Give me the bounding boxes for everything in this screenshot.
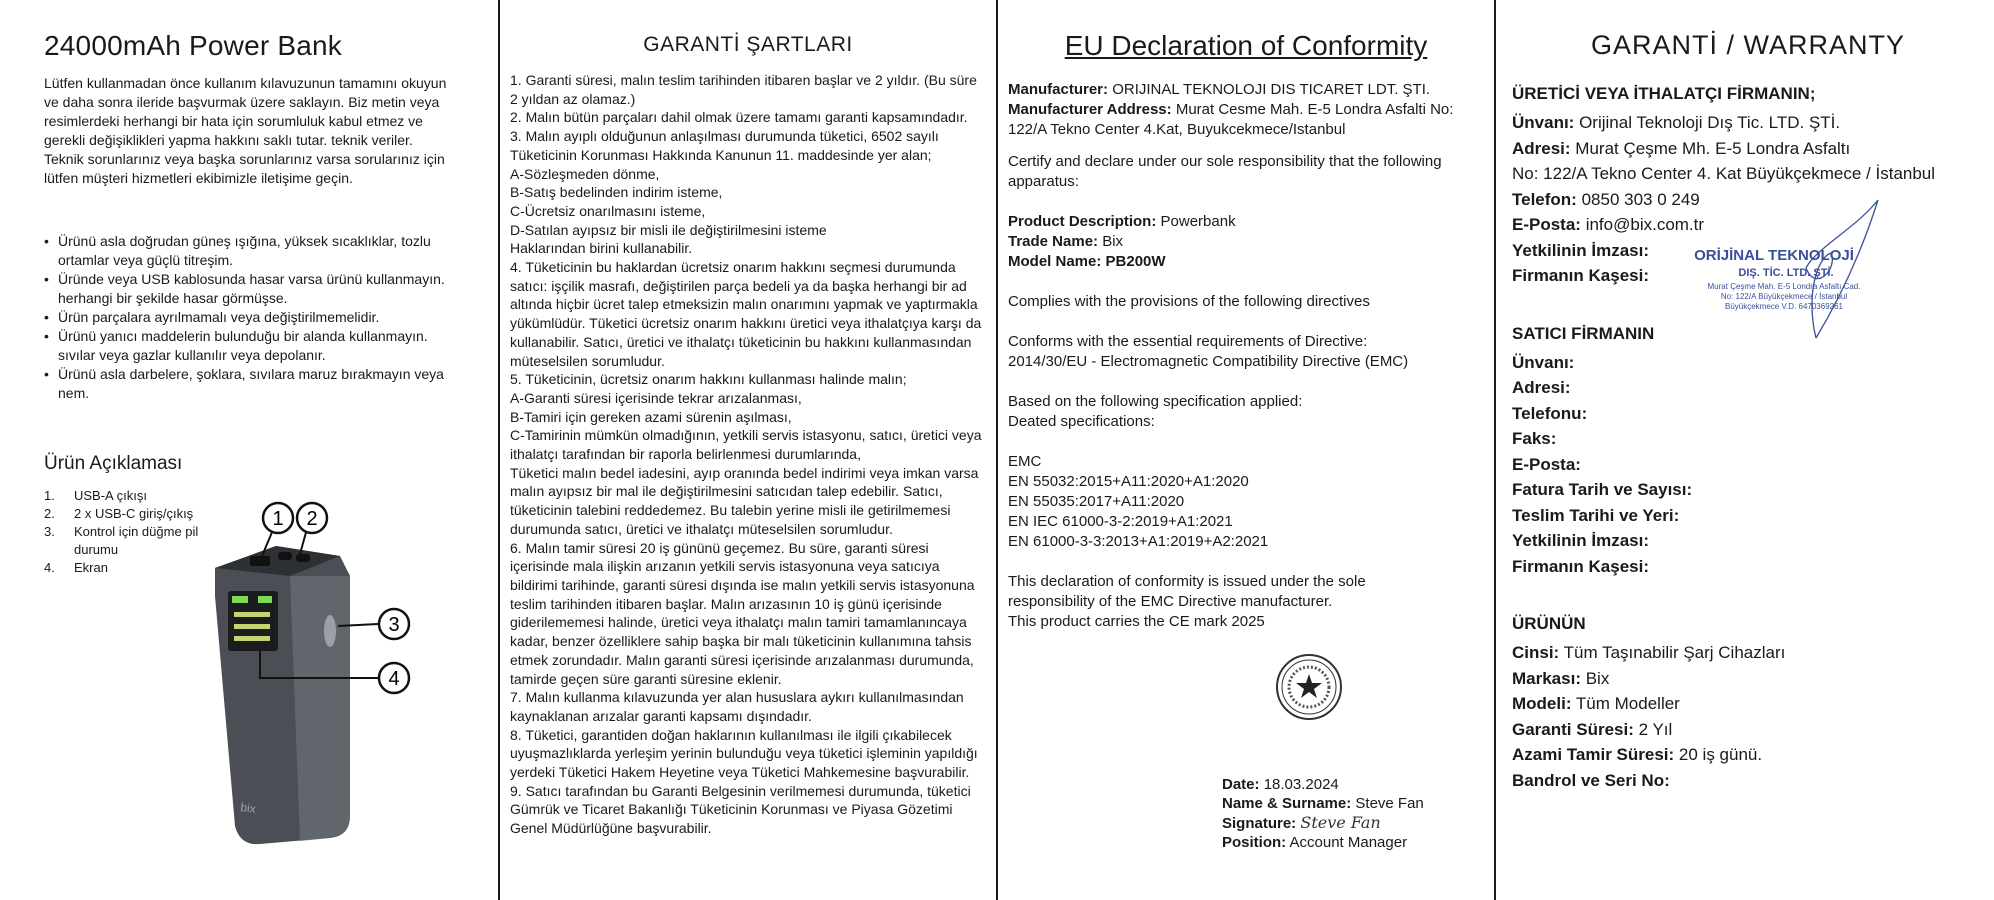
product-details [1512,640,1984,793]
device-logo: bix [239,800,257,817]
signature-block [1222,775,1424,852]
product-row-value: Bix [1580,668,1610,688]
product-description-value: Powerbank [1160,213,1236,230]
product-row-label: Garanti Süresi: [1512,719,1634,739]
warranty-card-title: GARANTİ / WARRANTY [1590,30,1905,60]
product-row-value: Tüm Taşınabilir Şarj Cihazları [1559,643,1786,662]
conforms-line-1: Conforms with the essential requirements of Directive: [1008,333,1368,350]
spec-item: EN IEC 61000-3-2:2019+A1:2021 [1008,513,1233,530]
signature-label: Signature: [1222,815,1297,832]
issued-line-3: This product carries the CE mark 2025 [1008,613,1265,630]
issued-line-2: responsibility of the EMC Directive manufacturer. [1008,593,1333,610]
stamp-tax-info: Büyükçekmece V.D. 6470369261 [1724,302,1844,311]
product-row-label: Azami Tamir Süresi: [1512,745,1675,764]
date-line [1222,775,1424,794]
feature-item [44,505,214,523]
stamp-company-sub: DIŞ. TİC. LTD. ŞTİ. [1738,267,1834,279]
stamp-company-name: ORİJİNAL TEKNOLOJİ [1694,247,1854,264]
handwritten-signature: Steve Fan [1300,813,1381,832]
product-row [1512,640,1984,666]
seller-row [1512,554,1984,580]
seller-row-label: Faks: [1512,429,1557,448]
seller-row-label: Telefonu: [1512,403,1588,423]
importer-row [1512,110,1984,136]
position-value: Account Manager [1289,834,1408,851]
product-row [1512,768,1984,794]
seller-row [1512,452,1984,478]
stamp-address: Murat Çeşme Mah. E-5 Londra Asfaltı Cad. [1707,282,1861,291]
product-row-value: Tüm Modeller [1571,694,1680,713]
feature-number: 3. [44,524,55,539]
warranty-terms-title: GARANTİ ŞARTLARI [643,33,853,56]
based-line-1: Based on the following specification applied: [1008,393,1303,410]
date-label: Date: [1222,776,1260,793]
importer-row-label: E-Posta: [1512,215,1581,234]
manufacturer-line [1008,80,1484,100]
product-row-label: Cinsi: [1512,643,1560,662]
importer-row-label: Firmanın Kaşesi: [1512,266,1649,285]
feature-text: Kontrol için düğme pil durumu [74,524,199,557]
feature-text: USB-A çıkışı [74,488,147,503]
issued-line-1: This declaration of conformity is issued under the sole [1008,573,1366,590]
intro-paragraph: Lütfen kullanmadan önce kullanım kılavuzunun tamamını okuyun ve daha sonra ileride başvurmak üzere saklayın. Biz metin veya resimlerdeki herhangi bir hata için sorumluluk kabul etmez ve gerekli değişiklikleri yapma hakkını saklı tutar. teknik veriler. Teknik sorunlarınız veya başka sorunlarınız varsa sorularınız için lütfen müşteri hizmetleri ekibimizle iletişime geçin. [44,75,447,186]
complies-text: Complies with the provisions of the following directives [1008,293,1370,310]
feature-item [44,523,214,559]
feature-number: 2. [44,506,55,521]
seller-details [1512,350,1984,580]
callout-number: 1 [272,508,284,530]
address-label: Manufacturer Address: [1008,101,1172,118]
eu-declaration-column [998,0,1494,900]
manual-column [0,0,498,900]
product-row-label: Markası: [1512,668,1581,688]
certify-text: Certify and declare under our sole responsibility that the following apparatus: [1008,153,1442,190]
seller-row [1512,401,1984,427]
product-description-label: Product Description: [1008,213,1157,230]
seller-row [1512,350,1984,376]
seller-row [1512,477,1984,503]
based-line-2: Deated specifications: [1008,413,1155,430]
stamp-address: No: 122/A Büyükçekmece / İstanbul [1720,292,1848,301]
trade-name-value: Bix [1102,233,1124,250]
product-row-label: Modeli: [1512,694,1572,713]
product-row-label: Bandrol ve Seri No: [1512,770,1670,790]
name-value: Steve Fan [1355,795,1424,812]
warranty-card-column [1496,0,1994,900]
feature-number: 4. [44,560,55,575]
callout-number: 4 [388,668,400,690]
spec-item: EN 61000-3-3:2013+A1:2019+A2:2021 [1008,533,1269,550]
feature-list [44,487,214,577]
seller-row [1512,426,1984,452]
product-row [1512,717,1984,743]
trade-name-line [1008,232,1484,252]
product-description-line [1008,212,1484,232]
importer-row-value: No: 122/A Tekno Center 4. Kat Büyükçekmece / İstanbul [1512,164,1936,183]
product-row [1512,691,1984,717]
product-row-value: 20 iş günü. [1674,745,1763,764]
conforms-line-2: 2014/30/EU - Electromagnetic Compatibility Directive (EMC) [1008,353,1409,370]
warning-item: • Ürünü yanıcı maddelerin bulunduğu bir alanda kullanmayın. sıvılar veya gazlar kullanılır veya depolanır. [44,327,456,365]
eu-declaration-title: EU Declaration of Conformity [1064,30,1428,61]
product-title: 24000mAh Power Bank [44,30,342,61]
spec-item: EN 55035:2017+A11:2020 [1008,493,1185,510]
feature-text: Ekran [74,560,108,575]
warranty-terms-column [500,0,996,900]
display-segment [234,612,270,617]
seller-row-label: Yetkilinin İmzası: [1512,531,1649,550]
seller-row [1512,503,1984,529]
seller-row [1512,528,1984,554]
seller-row-label: Firmanın Kaşesi: [1512,556,1649,576]
model-name-label: Model Name: PB200W [1008,253,1166,270]
seller-row-label: Fatura Tarih ve Sayısı: [1512,480,1693,499]
product-description-title: Ürün Açıklaması [44,453,183,474]
trade-name-label: Trade Name: [1008,233,1099,250]
feature-text: 2 x USB-C giriş/çıkış [74,506,194,521]
signature-line [1222,813,1424,833]
manufacturer-value: ORIJINAL TEKNOLOJI DIS TICARET LDT. ŞTI. [1112,81,1431,98]
importer-row [1512,136,1984,162]
seller-heading: SATICI FİRMANIN [1512,323,1655,343]
importer-row-label: Adresi: [1512,138,1571,158]
position-label: Position: [1222,834,1287,851]
importer-row-label: Ünvanı: [1512,113,1575,132]
feature-number: 1. [44,488,55,503]
date-value: 18.03.2024 [1263,776,1339,793]
product-row [1512,666,1984,692]
warning-list [44,232,456,403]
spec-item: EMC [1008,453,1042,470]
position-line [1222,833,1424,852]
importer-heading: ÜRETİCİ VEYA İTHALATÇI FİRMANIN; [1512,84,1816,103]
power-bank-illustration [200,496,440,846]
control-button [324,615,336,647]
company-stamp [1666,198,1882,348]
importer-row [1512,161,1984,187]
callout-number: 2 [306,508,318,530]
warranty-terms-text: 1. Garanti süresi, malın teslim tarihinden itibaren başlar ve 2 yıldır. (Bu süre 2 yıldan az olamaz.) 2. Malın bütün parçaları dahil olmak üzere tamamı garanti kapsamındadır. 3. Malın ayıplı olduğunun anlaşılması durumunda tüketici, 6502 sayılı Tüketicinin Korunması Hakkında Kanunun 11. maddesinde yer alan; A-Sözleşmeden dönme, B-Satış bedelinden indirim isteme, C-Ücretsiz onarılmasını isteme, D-Satılan ayıpsız bir misli ile değiştirilmesini isteme Haklarından birini kullanabilir. 4. Tüketicinin bu haklardan ücretsiz onarım hakkını seçmesi durumunda satıcı: işçilik masrafı, değiştirilen parça bedeli ya da başka herhangi bir ad altında hiçbir ücret talep etmeksizin malın onarımını yapmak ve yaptırmakla yükümlüdür. Tüketici ücretsiz onarım hakkını üretici veya ithalatçıya karşı da kullanabilir. Satıcı, üretici ve ithalatçı tüketicinin bu hakkını kullanmasından müteselsilen sorumludur. 5. Tüketicinin, ücretsiz onarım hakkını kullanması halinde malın; A-Garanti süresi içerisinde tekrar arızalanması, B-Tamiri için gereken azami sürenin aşılması, C-Tamirinin mümkün olmadığının, yetkili servis istasyonu, satıcı, üretici veya ithalatçı tarafından bir raporla belirlenmesi durumlarında, Tüketici malın bedel iadesini, ayıp oranında bedel indirimi veya imkan varsa malın ayıpsız bir mal ile değiştirilmesini satıcıdan talep edebilir. Satıcı, tüketicinin talebini reddedemez. Bu talebin yerine misli ile getirilmemesi durumunda satıcı, üretici ve ithalatçı müteselsilen sorumludur. 6. Malın tamir süresi 20 iş gününü geçemez. Bu süre, garanti süresi içerisinde mala ilişkin arızanın yetkili servis istasyonuna veya satıcıya bildirimi tarihinde, garanti süresi dışında ise malın yetkili servis istasyonuna teslim tarihinden itibaren başlar. Malın arızasının 10 iş günü içerisinde giderilememesi halinde, üretici veya ithalatçı malın tamiri tamamlanıncaya kadar, benzer özelliklere sahip başka bir malı tüketicinin kullanımına tahsis etmek zorundadır. Malın garanti süresi içerisinde arızalanması durumunda, tamirde geçen süre garanti süresine eklenir. 7. Malın kullanma kılavuzunda yer alan hususlara aykırı kullanılmasından kaynaklanan arızalar garanti kapsamı dışındadır. 8. Tüketici, garantiden doğan haklarının kullanılması ile ilgili çıkabilecek uyuşmazlıklarda yerleşim yerinin bulunduğu veya tüketici işleminin yapıldığı yerdeki Tüketici Hakem Heyetine veya Tüketici Mahkemesine başvurabilir. 9. Satıcı tarafından bu Garanti Belgesinin verilmemesi durumunda, tüketici Gümrük ve Ticaret Bakanlığı Tüketicinin Korunması ve Piyasa Gözetimi Genel Müdürlüğüne başvurabilir. [510,72,982,837]
importer-row-value: 0850 303 0 249 [1576,189,1700,209]
display-segment [234,636,270,641]
seller-row-label: Adresi: [1512,378,1571,397]
importer-row-value: Orijinal Teknoloji Dış Tic. LTD. ŞTİ. [1574,113,1841,132]
seller-row-label: Ünvanı: [1512,352,1575,372]
warning-item: • Ürünü asla darbelere, şoklara, sıvılara maruz bırakmayın veya nem. [44,365,456,403]
usb-c-port [278,552,292,560]
power-bank-side [290,576,350,841]
manufacturer-label: Manufacturer: [1008,81,1109,98]
spec-item: EN 55032:2015+A11:2020+A1:2020 [1008,473,1249,490]
seller-row-label: Teslim Tarihi ve Yeri: [1512,505,1680,525]
warning-item: • Üründe veya USB kablosunda hasar varsa ürünü kullanmayın. herhangi bir şekilde hasar görmüşse. [44,270,456,308]
company-round-stamp [1274,652,1344,722]
product-row [1512,742,1984,768]
feature-item [44,559,214,577]
usb-a-port [250,556,270,566]
importer-row-label: Yetkilinin İmzası: [1512,240,1649,260]
address-value: Murat Cesme Mah. E-5 Londra Asfalti No: 122/A Tekno Center 4.Kat, Buyukcekmece/Istanbul [1008,101,1454,138]
importer-row-value: Murat Çeşme Mh. E-5 Londra Asfaltı [1570,138,1851,158]
product-heading: ÜRÜNÜN [1512,614,1586,633]
name-line [1222,794,1424,813]
display-segment [234,624,270,629]
address-line [1008,100,1484,140]
importer-row-label: Telefon: [1512,189,1577,209]
name-label: Name & Surname: [1222,795,1352,812]
seller-row [1512,375,1984,401]
usb-c-port [296,554,310,562]
callout-number: 3 [388,614,400,636]
feature-item [44,487,214,505]
seller-row-label: E-Posta: [1512,454,1581,474]
importer-row-value: info@bix.com.tr [1580,215,1705,234]
product-row-value: 2 Yıl [1633,719,1673,739]
warning-item: • Ürün parçalara ayrılmamalı veya değiştirilmemelidir. [44,308,456,327]
display-segment [232,596,248,603]
display-segment [258,596,272,603]
warning-item: • Ürünü asla doğrudan güneş ışığına, yüksek sıcaklıklar, tozlu ortamlar veya güçlü titreşim. [44,232,456,270]
model-name-line [1008,252,1484,272]
